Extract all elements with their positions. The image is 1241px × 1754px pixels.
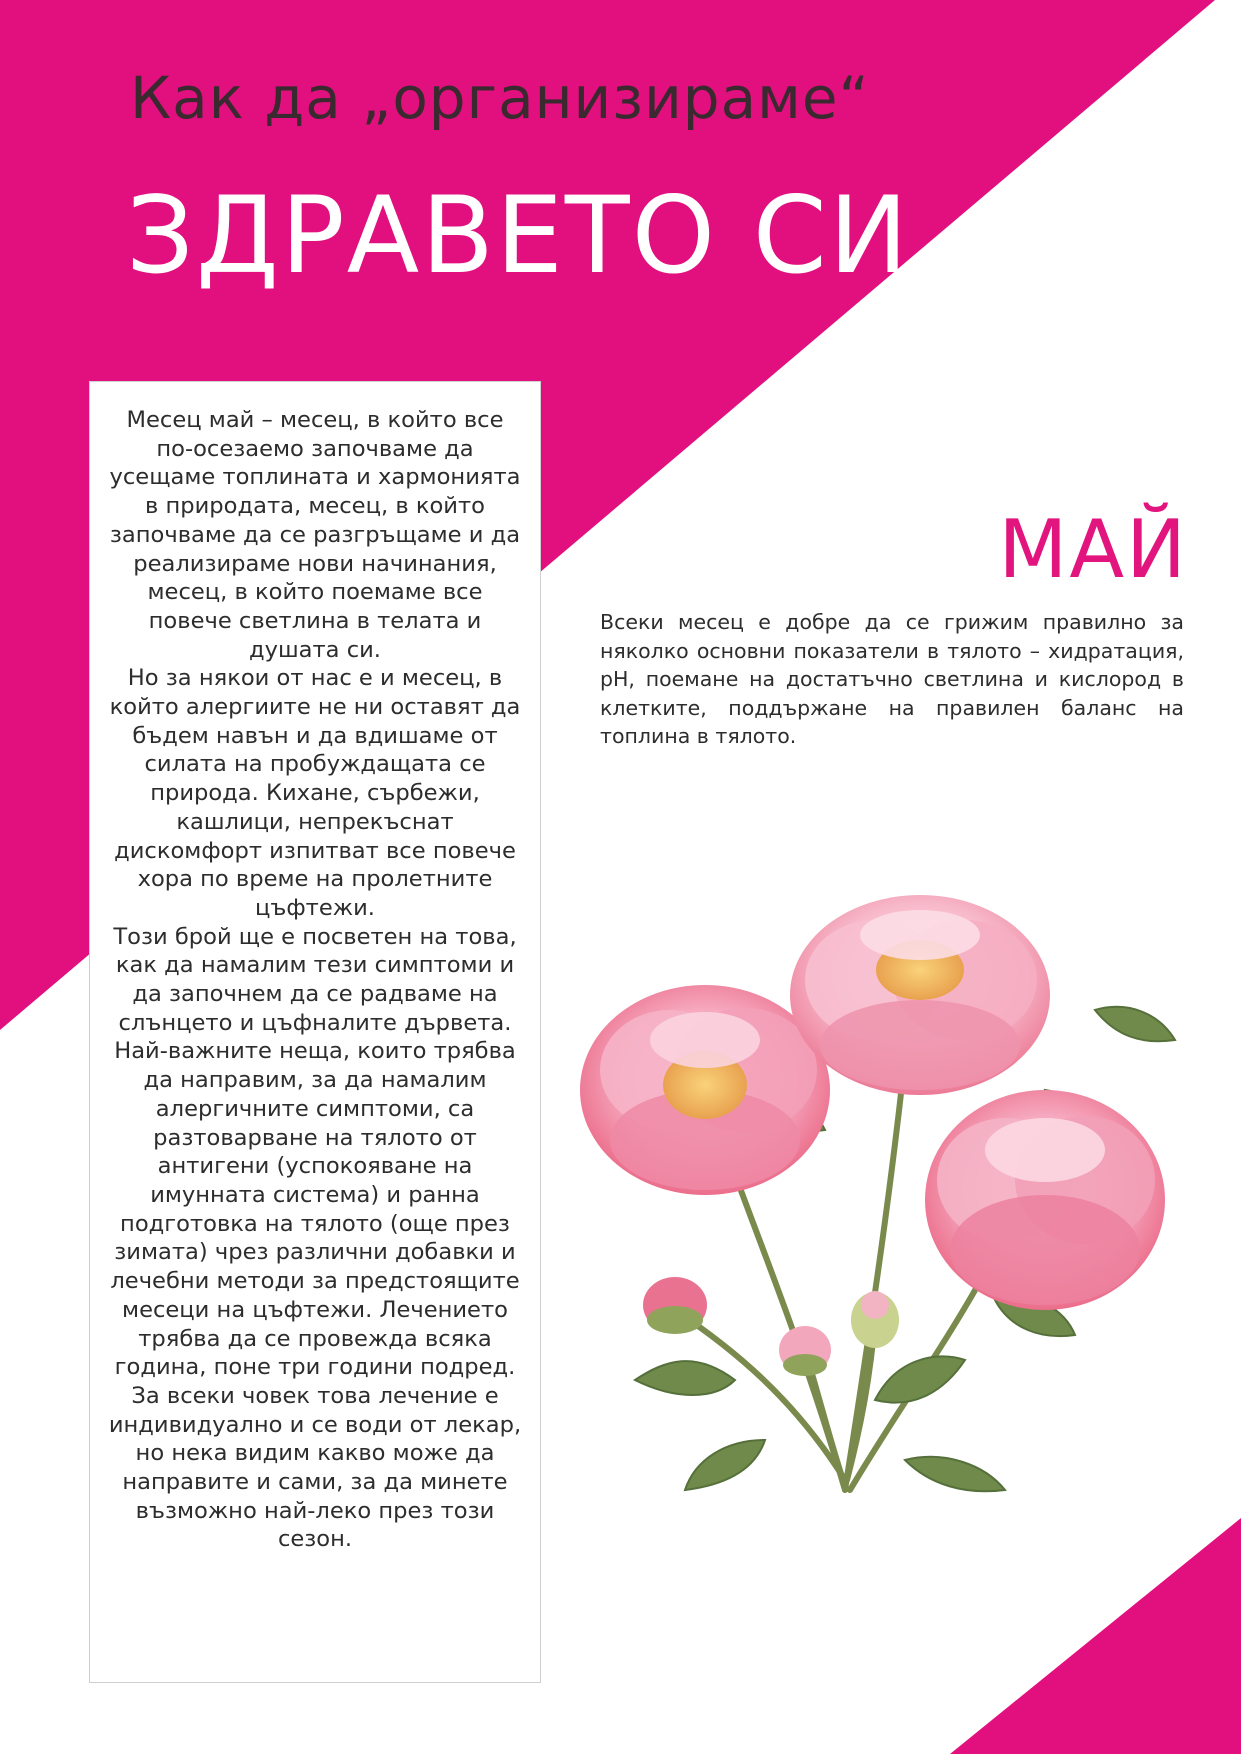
article-paragraph: Най-важните неща, които трябва да направим, за да намалим алергичните симптоми, са разтоварване на тялото от антигени (успокояване на имунната система) и ранна подготовка на тялото (още през зимата) чрез различни добавки и лечебни методи за предстоящите месеци на цъфтежи. Лечението трябва да се провежда всяка година, поне три години подред. За всеки човек това лечение е индивидуално и се води от лекар, но нека видим какво може да направите и сами, за да минете възможно най-леко през този сезон. <box>108 1038 522 1553</box>
peony-bouquet-icon <box>575 880 1195 1510</box>
peony-top <box>790 895 1050 1095</box>
month-intro-text: Всеки месец е добре да се грижим правилно за няколко основни показатели в тялото – хидратация, pH, поемане на достатъчно светлина и кислород в клетките, поддържане на правилен баланс на топлина в тялото. <box>600 610 1184 748</box>
bottom-magenta-triangle <box>950 1518 1241 1754</box>
article-paragraph: Месец май – месец, в който все по-осезаемо започваме да усещаме топлината и хармонията в природата, месец, в който започваме да се разгръщаме и да реализираме нови начинания, месец, в който поемаме все повече светлина в телата и душата си. <box>109 407 521 663</box>
month-title: МАЙ <box>998 503 1188 596</box>
title-line-1: Как да „организираме“ <box>130 64 870 132</box>
article-paragraph: Този брой ще е посветен на това, как да намалим тези симптоми и да започнем да се радваме на слънцето и цъфналите дървета. <box>113 923 517 1036</box>
title-line-2: ЗДРАВЕТО СИ <box>126 174 911 297</box>
peony-left <box>580 985 830 1195</box>
article-text-box <box>89 381 541 1683</box>
article-paragraph: Но за някои от нас е и месец, в който алергиите не ни оставят да бъдем навън и да вдишаме от силата на пробуждащата се природа. Кихане, сърбежи, кашлици, непрекъснат дискомфорт изпитват все повече хора по време на пролетните цъфтежи. <box>109 665 521 921</box>
peony-right <box>925 1090 1165 1310</box>
